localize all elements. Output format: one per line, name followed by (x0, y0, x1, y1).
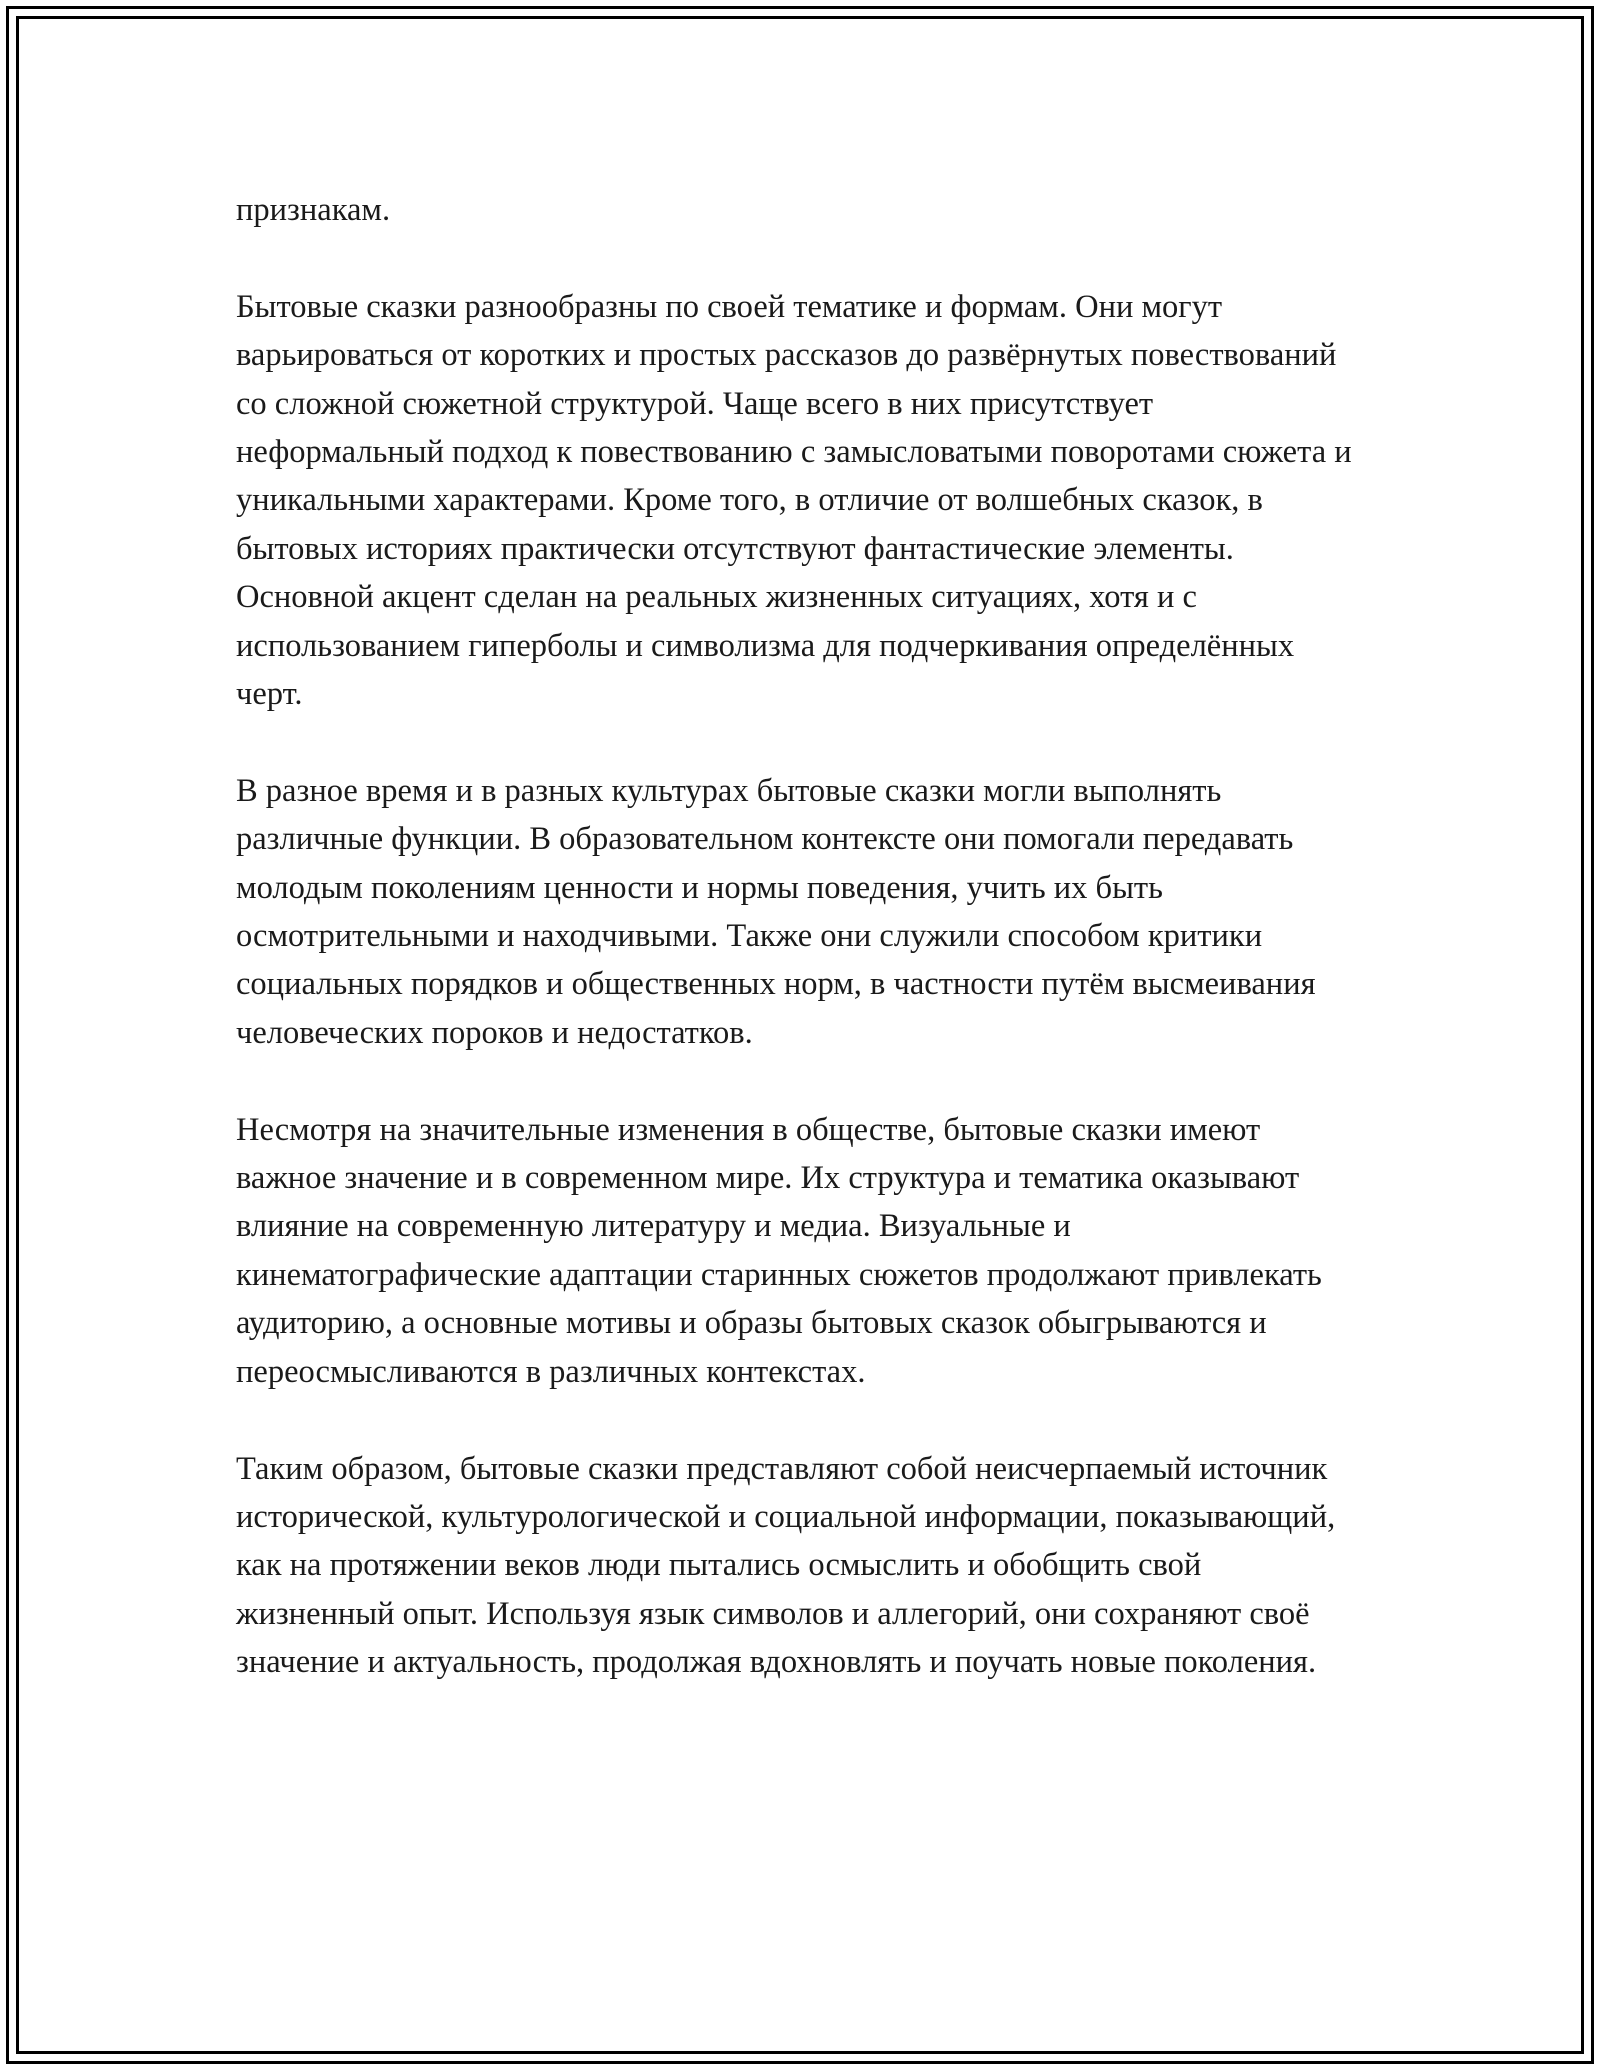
paragraph-continuation: признакам. (236, 192, 391, 228)
paragraph-conclusion: Таким образом, бытовые сказки представляют собой неисчерпаемый источник исторической, культурологической и социальной информации, показывающий, как на протяжении веков люди пытались осмыслить и обобщить свой жизненный опыт. Используя язык символов и аллегорий, они сохраняют своё значение и актуальность, продолжая вдохновлять и поучать новые поколения. (236, 1450, 1336, 1681)
document-body (236, 186, 1366, 1735)
paragraph-modern-significance: Несмотря на значительные изменения в обществе, бытовые сказки имеют важное значение и в современном мире. Их структура и тематика оказывают влияние на современную литературу и медиа. Визуальные и кинематографические адаптации старинных сюжетов продолжают привлекать аудиторию, а основные мотивы и образы бытовых сказок обыгрываются и переосмысливаются в различных контекстах. (236, 1111, 1322, 1390)
paragraph-functions: В разное время и в разных культурах бытовые сказки могли выполнять различные функции. В образовательном контексте они помогали передавать молодым поколениям ценности и нормы поведения, учить их быть осмотрительными и находчивыми. Также они служили способом критики социальных порядков и общественных норм, в частности путём высмеивания человеческих пороков и недостатков. (236, 772, 1316, 1051)
paragraph-forms-and-themes: Бытовые сказки разнообразны по своей тематике и формам. Они могут варьироваться от коротких и простых рассказов до развёрнутых повествований со сложной сюжетной структурой. Чаще всего в них присутствует неформальный подход к повествованию с замысловатыми поворотами сюжета и уникальными характерами. Кроме того, в отличие от волшебных сказок, в бытовых историях практически отсутствуют фантастические элементы. Основной акцент сделан на реальных жизненных ситуациях, хотя и с использованием гиперболы и символизма для подчеркивания определённых черт. (236, 288, 1352, 713)
